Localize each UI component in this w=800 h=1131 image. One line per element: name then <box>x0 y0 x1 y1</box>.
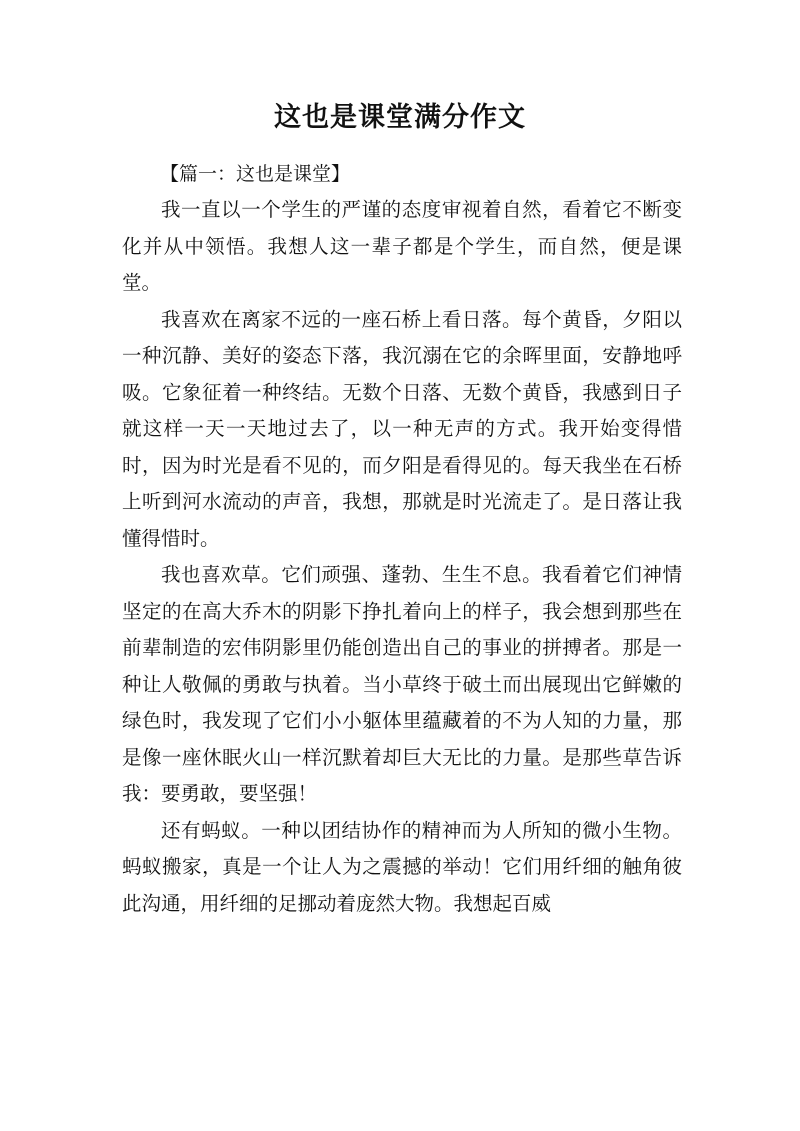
section-heading: 【篇一：这也是课堂】 <box>160 163 351 185</box>
paragraph-1: 我一直以一个学生的严谨的态度审视着自然，看着它不断变化并从中领悟。我想人这一辈子都是个学生，而自然，便是课堂。 <box>122 198 682 294</box>
paragraph-2: 我喜欢在离家不远的一座石桥上看日落。每个黄昏，夕阳以一种沉静、美好的姿态下落，我沉溺在它的余晖里面，安静地呼吸。它象征着一种终结。无数个日落、无数个黄昏，我感到日子就这样一天一天地过去了，以一种无声的方式。我开始变得惜时，因为时光是看不见的，而夕阳是看得见的。每天我坐在石桥上听到河水流动的声音，我想，那就是时光流走了。是日落让我懂得惜时。 <box>122 307 682 550</box>
document-title: 这也是课堂满分作文 <box>274 102 526 133</box>
document-body <box>122 156 682 922</box>
paragraph-4: 还有蚂蚁。一种以团结协作的精神而为人所知的微小生物。蚂蚁搬家，真是一个让人为之震撼的举动！它们用纤细的触角彼此沟通，用纤细的足挪动着庞然大物。我想起百威 <box>122 818 682 915</box>
paragraph-3: 我也喜欢草。它们顽强、蓬勃、生生不息。我看着它们神情坚定的在高大乔木的阴影下挣扎着向上的样子，我会想到那些在前辈制造的宏伟阴影里仍能创造出自己的事业的拼搏者。那是一种让人敬佩的勇敢与执着。当小草终于破土而出展现出它鲜嫩的绿色时，我发现了它们小小躯体里蕴藏着的不为人知的力量，那是像一座休眠火山一样沉默着却巨大无比的力量。是那些草告诉我：要勇敢，要坚强！ <box>122 563 682 805</box>
